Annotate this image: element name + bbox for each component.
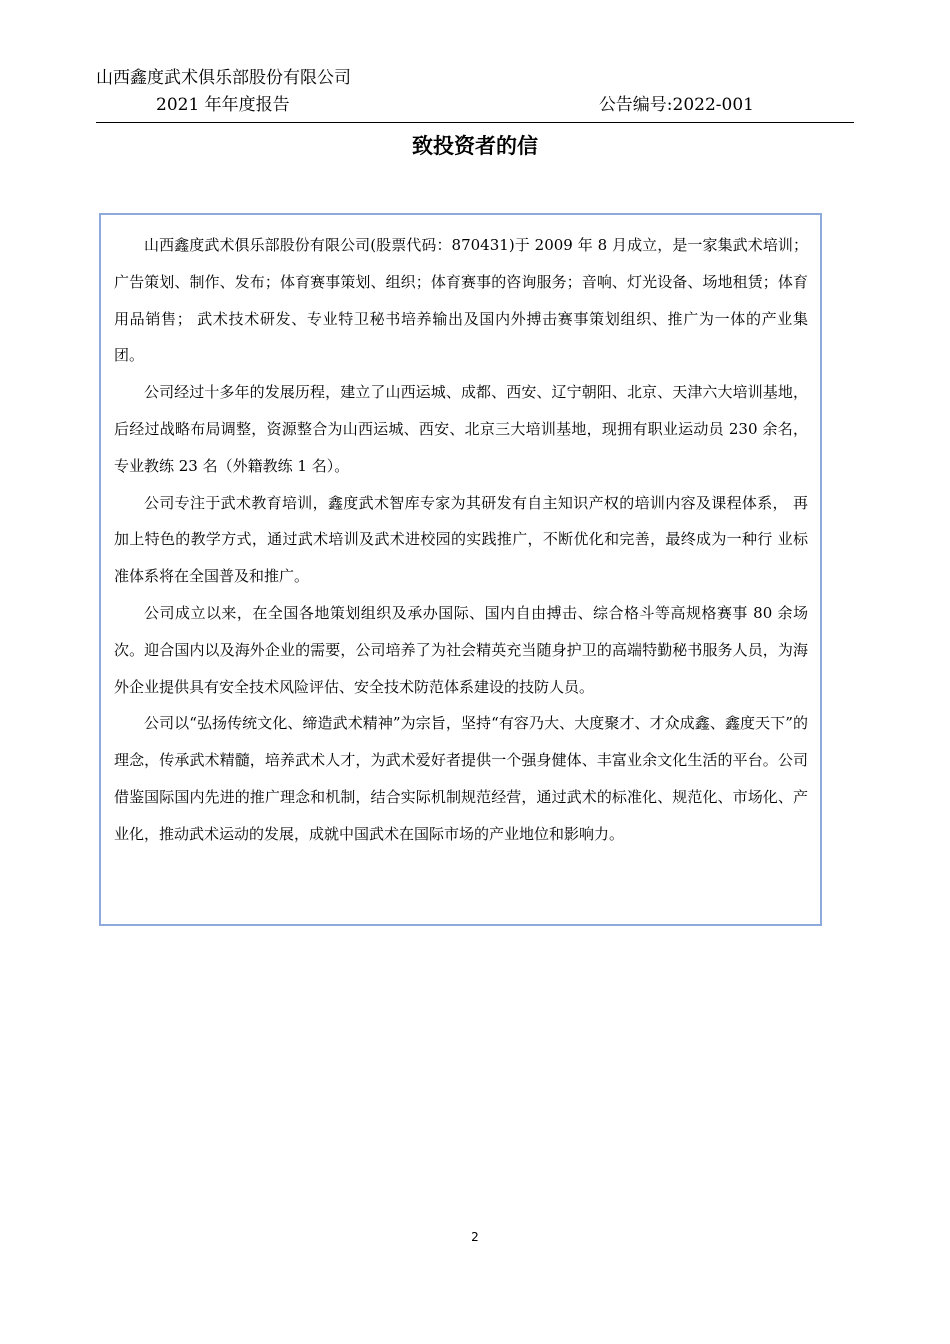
letter-paragraph: 公司成立以来，在全国各地策划组织及承办国际、国内自由搏击、综合格斗等高规格赛事 80 余场次。迎合国内以及海外企业的需要，公司培养了为社会精英充当随身护卫的高端特勤秘书服务人员，为海外企业提供具有安全技术风险评估、安全技术防范体系建设的技防人员。: [114, 603, 808, 696]
letter-paragraph: 山西鑫度武术俱乐部股份有限公司(股票代码：870431)于 2009 年 8 月成立，是一家集武术培训；广告策划、制作、发布；体育赛事策划、组织；体育赛事的咨询服务；音响、灯光设备、场地租赁；体育用品销售； 武术技术研发、专业特卫秘书培养输出及国内外搏击赛事策划组织、推广为一体的产业集团。: [114, 236, 808, 365]
page-title: 致投资者的信: [412, 134, 538, 158]
letter-box: [99, 213, 822, 926]
company-name: 山西鑫度武术俱乐部股份有限公司: [96, 68, 351, 88]
notice-number: 公告编号:2022-001: [598, 95, 754, 115]
letter-body: [114, 227, 808, 853]
letter-paragraph: 公司专注于武术教育培训，鑫度武术智库专家为其研发有自主知识产权的培训内容及课程体系， 再加上特色的教学方式，通过武术培训及武术进校园的实践推广，不断优化和完善，最终成为一种行 业标准体系将在全国普及和推广。: [114, 493, 808, 586]
letter-paragraph: 公司经过十多年的发展历程，建立了山西运城、成都、西安、辽宁朝阳、北京、天津六大培训基地，后经过战略布局调整，资源整合为山西运城、西安、北京三大培训基地，现拥有职业运动员 230 余名，专业教练 23 名（外籍教练 1 名）。: [114, 383, 808, 475]
page-header: [96, 66, 854, 123]
letter-paragraph: 公司以“弘扬传统文化、缔造武术精神”为宗旨，坚持“有容乃大、大度聚才、才众成鑫、鑫度天下”的理念，传承武术精髓，培养武术人才，为武术爱好者提供一个强身健体、丰富业余文化生活的平台。公司借鉴国际国内先进的推广理念和机制，结合实际机制规范经营，通过武术的标准化、规范化、市场化、产业化，推动武术运动的发展，成就中国武术在国际市场的产业地位和影响力。: [114, 714, 808, 843]
report-year: 2021 年年度报告: [156, 95, 290, 115]
page-number: 2: [471, 1230, 479, 1244]
